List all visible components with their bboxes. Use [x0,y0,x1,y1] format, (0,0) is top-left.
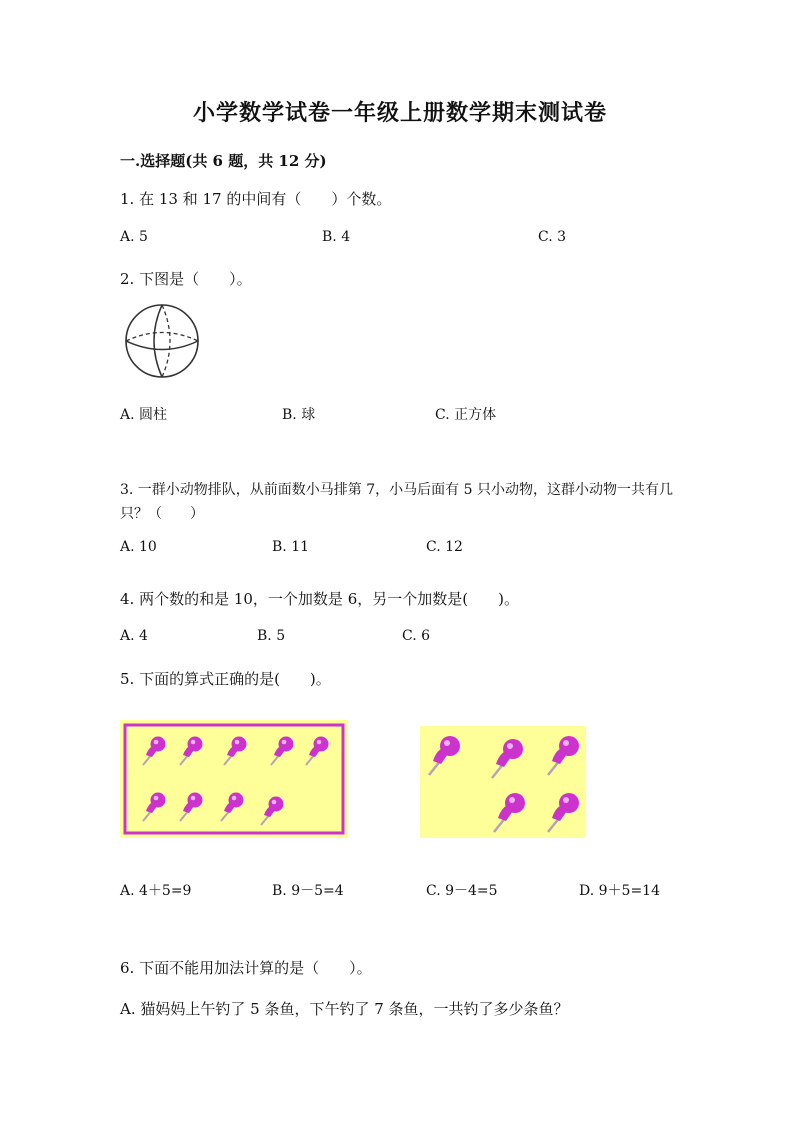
q5-option-c[interactable]: C. 9－4=5 [426,883,498,899]
page-title: 小学数学试卷一年级上册数学期末测试卷 [192,100,607,126]
question-6: 6. 下面不能用加法计算的是（ ）。 [120,959,372,977]
q6-option-a[interactable]: A. 猫妈妈上午钓了 5 条鱼，下午钓了 7 条鱼，一共钓了多少条鱼？ [120,1000,569,1018]
q1-option-b[interactable]: B. 4 [322,229,351,245]
q5-option-b[interactable]: B. 9－5=4 [272,883,344,899]
q1-option-a[interactable]: A. 5 [120,229,148,245]
q4-option-a[interactable]: A. 4 [120,628,148,644]
q4-option-b[interactable]: B. 5 [257,628,286,644]
question-1: 1. 在 13 和 17 的中间有（ ）个数。 [120,190,392,208]
q3-option-a[interactable]: A. 10 [120,539,157,555]
q4-option-c[interactable]: C. 6 [402,628,431,644]
section-title: 一.选择题(共 6 题，共 12 分) [120,152,327,170]
q2-option-c[interactable]: C. 正方体 [435,407,497,423]
pushpin-group-right-image [420,726,586,838]
pushpin-group-left-image [120,720,348,838]
q2-option-a[interactable]: A. 圆柱 [120,407,168,423]
question-5: 5. 下面的算式正确的是( )。 [120,670,331,688]
question-4: 4. 两个数的和是 10，一个加数是 6，另一个加数是( )。 [120,590,519,608]
q5-option-a[interactable]: A. 4＋5=9 [120,883,192,899]
q1-option-c[interactable]: C. 3 [538,229,567,245]
q3-option-c[interactable]: C. 12 [426,539,463,555]
q3-option-b[interactable]: B. 11 [272,539,310,555]
question-3: 3. 一群小动物排队，从前面数小马排第 7，小马后面有 5 只小动物，这群小动物一共有几只？（ ） [120,482,673,522]
q5-option-d[interactable]: D. 9＋5=14 [579,883,660,899]
q2-option-b[interactable]: B. 球 [282,407,316,423]
sphere-icon [120,303,204,379]
question-2: 2. 下图是（ ）。 [120,270,252,288]
